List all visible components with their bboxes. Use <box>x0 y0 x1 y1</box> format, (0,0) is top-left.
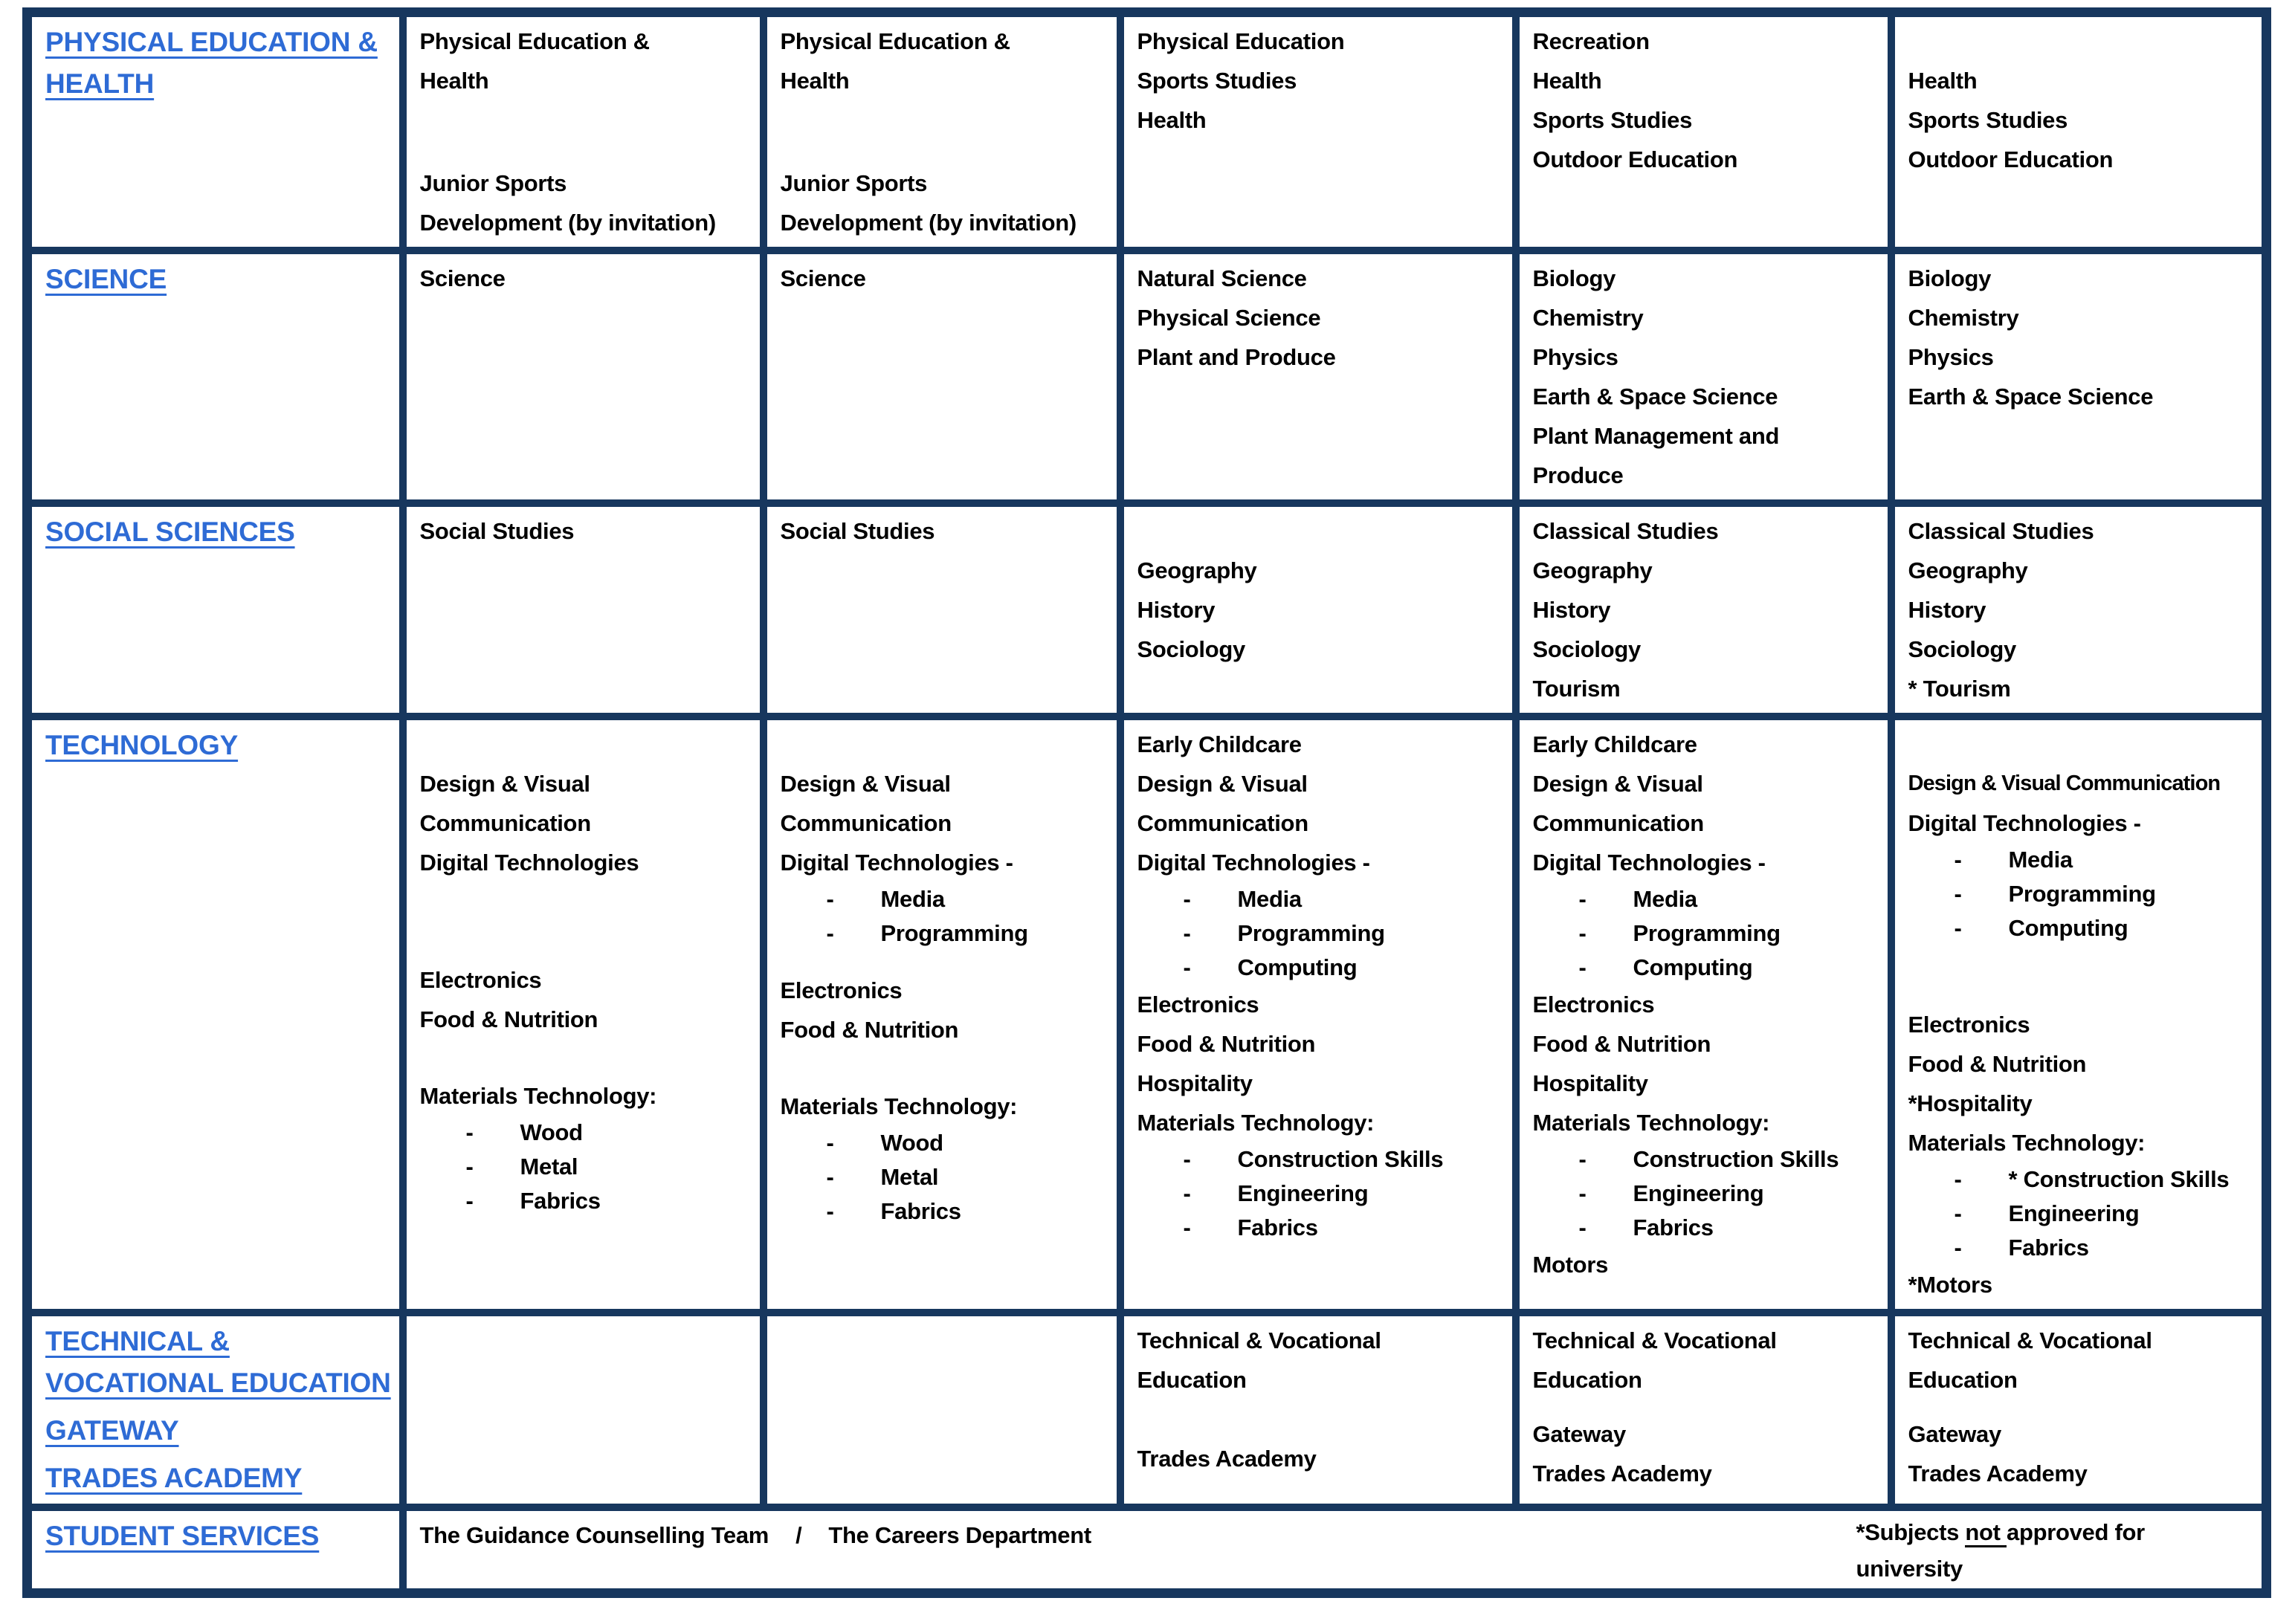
bullet-label: Computing <box>1633 954 1753 980</box>
subject-item: Chemistry <box>1908 305 2019 331</box>
category-link[interactable]: TRADES ACADEMY <box>45 1463 303 1493</box>
dash-icon: - <box>1954 1200 1962 1226</box>
dash-icon: - <box>1954 1235 1962 1261</box>
subject-item: Materials Technology: <box>780 1093 1018 1119</box>
subject-item: Science <box>419 265 506 291</box>
dash-icon: - <box>826 1198 834 1224</box>
spacer <box>1137 1400 1499 1439</box>
subject-item: History <box>1137 597 1216 623</box>
careers-department-label: The Careers Department <box>828 1522 1091 1548</box>
spacer <box>781 951 1103 971</box>
cell-science-col1 <box>403 250 764 503</box>
subject-item: Health <box>780 68 850 94</box>
guidance-team-label: The Guidance Counselling Team <box>419 1522 769 1548</box>
subject-item: Food & Nutrition <box>1908 1051 2087 1077</box>
dash-icon: - <box>1578 954 1587 980</box>
cell-science-col0 <box>28 250 403 503</box>
cell-student-services-content <box>403 1507 2267 1593</box>
cell-technical-vocational-education-col4 <box>1516 1313 1891 1507</box>
bullet-item <box>1533 882 1874 916</box>
bullet-item <box>1137 916 1499 951</box>
dash-icon: - <box>1183 886 1191 912</box>
dash-icon: - <box>1183 1214 1191 1240</box>
category-link[interactable]: SCIENCE <box>45 264 167 294</box>
row-technical-vocational-education <box>28 1313 2267 1507</box>
subject-item: History <box>1532 597 1611 623</box>
subject-item: Health <box>1532 68 1602 94</box>
bullet-item <box>1908 1231 2249 1265</box>
subject-item: Design & Visual Communication <box>1908 771 2221 795</box>
subject-item: Electronics <box>780 977 903 1003</box>
category-link[interactable]: GATEWAY <box>45 1415 179 1446</box>
bullet-item <box>420 1150 746 1184</box>
bullet-item <box>1533 951 1874 985</box>
dash-icon: - <box>826 886 834 912</box>
subject-item: Electronics <box>1532 991 1655 1018</box>
bullet-item <box>1533 1142 1874 1177</box>
bullet-label: Fabrics <box>1633 1214 1714 1240</box>
dash-icon: - <box>1578 920 1587 946</box>
bullet-item <box>1533 916 1874 951</box>
cell-social-sciences-col0 <box>28 503 403 716</box>
bullet-item <box>1137 882 1499 916</box>
subject-item: Communication <box>780 810 952 836</box>
subject-item: Food & Nutrition <box>419 1006 598 1032</box>
curriculum-table <box>22 7 2271 1598</box>
subject-item: Digital Technologies - <box>1908 810 2141 836</box>
spacer <box>45 1404 386 1410</box>
cell-social-sciences-col3 <box>1120 503 1516 716</box>
dash-icon: - <box>465 1119 474 1145</box>
subject-item: Tourism <box>1532 676 1621 702</box>
subject-item: Early Childcare <box>1137 731 1302 757</box>
subject-item: Health <box>1137 107 1207 133</box>
spacer <box>1533 1400 1874 1414</box>
footnote-line-2: university <box>1856 1556 1963 1582</box>
bullet-item <box>1137 951 1499 985</box>
bullet-label: Metal <box>880 1164 939 1190</box>
bullet-item <box>1137 1177 1499 1211</box>
bullet-item <box>1908 1162 2249 1197</box>
bullet-label: Construction Skills <box>1237 1146 1444 1172</box>
subject-item: Trades Academy <box>1908 1460 2088 1486</box>
subject-item: Digital Technologies - <box>780 850 1013 876</box>
bullet-item <box>781 1194 1103 1229</box>
cell-technical-vocational-education-col3 <box>1120 1313 1516 1507</box>
subject-item: Sports Studies <box>1532 107 1693 133</box>
row-technology <box>28 716 2267 1313</box>
bullet-label: Programming <box>880 920 1028 946</box>
cell-science-col4 <box>1516 250 1891 503</box>
subject-item: Chemistry <box>1532 305 1644 331</box>
row-student-services <box>28 1507 2267 1593</box>
subject-item: Social Studies <box>780 518 935 544</box>
spacer <box>781 725 1103 764</box>
bullet-label: Media <box>2008 847 2073 873</box>
cell-technology-col1 <box>403 716 764 1313</box>
bullet-item <box>1533 1177 1874 1211</box>
bullet-item <box>781 882 1103 916</box>
bullet-label: Programming <box>2008 881 2156 907</box>
subject-item: Gateway <box>1908 1421 2001 1447</box>
bullet-label: Media <box>880 886 945 912</box>
subject-item: Junior Sports <box>780 170 928 196</box>
cell-science-col2 <box>764 250 1120 503</box>
bullet-label: Fabrics <box>880 1198 961 1224</box>
subject-item: *Hospitality <box>1908 1090 2033 1116</box>
student-services-link[interactable]: STUDENT SERVICES <box>45 1521 320 1551</box>
subject-item: Gateway <box>1532 1421 1626 1447</box>
subject-item: Geography <box>1908 557 2028 583</box>
cell-technical-vocational-education-col2 <box>764 1313 1120 1507</box>
bullet-item <box>781 1160 1103 1194</box>
dash-icon: - <box>1183 920 1191 946</box>
bullet-label: Wood <box>880 1130 943 1156</box>
subject-item: Communication <box>419 810 591 836</box>
bullet-label: Programming <box>1633 920 1781 946</box>
cell-technical-vocational-education-col5 <box>1891 1313 2267 1507</box>
dash-icon: - <box>1183 1180 1191 1206</box>
bullet-item <box>1908 877 2249 911</box>
subject-item: Geography <box>1532 557 1653 583</box>
spacer <box>420 882 746 960</box>
separator-slash: / <box>795 1522 802 1548</box>
subject-item: * Tourism <box>1908 676 2011 702</box>
spacer <box>1908 22 2249 61</box>
subject-item: Classical Studies <box>1908 518 2094 544</box>
subject-item: Junior Sports <box>419 170 567 196</box>
bullet-label: Metal <box>520 1154 578 1180</box>
cell-physical-education-health-col1 <box>403 13 764 251</box>
category-link[interactable]: HEALTH <box>45 68 155 99</box>
bullet-item <box>1533 1211 1874 1245</box>
subject-item: Physical Education <box>1137 28 1345 54</box>
underlined-not: not <box>1965 1519 2007 1547</box>
subject-item: Outdoor Education <box>1908 146 2114 172</box>
subject-item: Health <box>419 68 489 94</box>
subject-item: Development (by invitation) <box>780 210 1077 236</box>
spacer <box>420 100 746 164</box>
subject-item: Natural Science <box>1137 265 1307 291</box>
subject-item: Produce <box>1532 462 1624 488</box>
bullet-label: Fabrics <box>1237 1214 1318 1240</box>
subject-item: Materials Technology: <box>1532 1110 1770 1136</box>
subject-item: *Motors <box>1908 1272 1992 1298</box>
bullet-label: Engineering <box>2008 1200 2140 1226</box>
subject-item: Earth & Space Science <box>1532 384 1778 410</box>
subject-item: Communication <box>1532 810 1704 836</box>
bullet-label: Fabrics <box>2008 1235 2089 1261</box>
cell-technology-col2 <box>764 716 1120 1313</box>
subject-item: Food & Nutrition <box>1137 1031 1316 1057</box>
subject-item: Motors <box>1532 1252 1609 1278</box>
cell-technology-col4 <box>1516 716 1891 1313</box>
subject-item: Classical Studies <box>1532 518 1719 544</box>
subject-item: Communication <box>1137 810 1308 836</box>
bullet-label: Computing <box>2008 915 2128 941</box>
subject-item: Development (by invitation) <box>419 210 716 236</box>
dash-icon: - <box>1578 1214 1587 1240</box>
spacer <box>45 1452 386 1458</box>
bullet-item <box>420 1116 746 1150</box>
dash-icon: - <box>1954 915 1962 941</box>
cell-technology-col0 <box>28 716 403 1313</box>
cell-social-sciences-col4 <box>1516 503 1891 716</box>
subject-item: Food & Nutrition <box>1532 1031 1711 1057</box>
subject-item: Earth & Space Science <box>1908 384 2154 410</box>
cell-physical-education-health-col0 <box>28 13 403 251</box>
spacer <box>1908 725 2249 764</box>
dash-icon: - <box>826 1164 834 1190</box>
dash-icon: - <box>826 1130 834 1156</box>
cell-social-sciences-col2 <box>764 503 1120 716</box>
dash-icon: - <box>1954 1166 1962 1192</box>
subject-item: Sports Studies <box>1908 107 2068 133</box>
bullet-label: Media <box>1633 886 1697 912</box>
subject-item: Physical Education & <box>780 28 1010 54</box>
dash-icon: - <box>465 1188 474 1214</box>
cell-physical-education-health-col3 <box>1120 13 1516 251</box>
subject-item: Physical Science <box>1137 305 1321 331</box>
subject-item: Science <box>780 265 866 291</box>
cell-technology-col5 <box>1891 716 2267 1313</box>
bullet-label: Wood <box>520 1119 583 1145</box>
category-link[interactable]: VOCATIONAL EDUCATION <box>45 1368 391 1398</box>
dash-icon: - <box>1578 886 1587 912</box>
subject-item: Digital Technologies - <box>1137 850 1370 876</box>
row-physical-education-health <box>28 13 2267 251</box>
spacer <box>420 1039 746 1076</box>
subject-item: Electronics <box>1908 1012 2030 1038</box>
cell-student-services-category <box>28 1507 403 1593</box>
subject-item: Materials Technology: <box>419 1083 657 1109</box>
cell-technology-col3 <box>1120 716 1516 1313</box>
bullet-item <box>1908 1197 2249 1231</box>
spacer <box>420 725 746 764</box>
subject-item: Electronics <box>1137 991 1259 1018</box>
dash-icon: - <box>1578 1146 1587 1172</box>
cell-science-col5 <box>1891 250 2267 503</box>
bullet-item <box>1908 911 2249 945</box>
footnote-line-1: *Subjects not approved for <box>1856 1514 2273 1550</box>
subject-item: Education <box>1137 1367 1247 1393</box>
subject-item: Electronics <box>419 967 542 993</box>
bullet-label: Programming <box>1237 920 1385 946</box>
subject-item: Sociology <box>1908 636 2016 662</box>
subject-item: Digital Technologies - <box>1532 850 1766 876</box>
bullet-label: Computing <box>1237 954 1358 980</box>
subject-item: Physical Education & <box>419 28 650 54</box>
subject-item: Design & Visual <box>780 771 951 797</box>
subject-item: Biology <box>1532 265 1616 291</box>
subject-item: Early Childcare <box>1532 731 1697 757</box>
subject-item: Trades Academy <box>1137 1446 1317 1472</box>
cell-physical-education-health-col5 <box>1891 13 2267 251</box>
row-social-sciences <box>28 503 2267 716</box>
row-science <box>28 250 2267 503</box>
bullet-item <box>420 1184 746 1218</box>
cell-social-sciences-col5 <box>1891 503 2267 716</box>
subject-item: Materials Technology: <box>1137 1110 1375 1136</box>
cell-science-col3 <box>1120 250 1516 503</box>
subject-item: Physics <box>1532 344 1618 370</box>
dash-icon: - <box>826 920 834 946</box>
subject-item: Hospitality <box>1532 1070 1648 1096</box>
subject-item: Design & Visual <box>419 771 590 797</box>
subject-item: Geography <box>1137 557 1257 583</box>
subject-item: Plant and Produce <box>1137 344 1336 370</box>
subject-item: Health <box>1908 68 1978 94</box>
subject-item: Social Studies <box>419 518 575 544</box>
dash-icon: - <box>465 1154 474 1180</box>
subject-item: Physics <box>1908 344 1994 370</box>
bullet-label: Engineering <box>1633 1180 1764 1206</box>
dash-icon: - <box>1954 847 1962 873</box>
spacer <box>781 100 1103 164</box>
category-link[interactable]: TECHNICAL & <box>45 1326 230 1356</box>
bullet-label: Construction Skills <box>1633 1146 1839 1172</box>
subject-item: Education <box>1532 1367 1642 1393</box>
category-link[interactable]: PHYSICAL EDUCATION & <box>45 27 378 57</box>
spacer <box>1137 511 1499 551</box>
cell-physical-education-health-col4 <box>1516 13 1891 251</box>
subject-item: Education <box>1908 1367 2018 1393</box>
subject-item: Technical & Vocational <box>1137 1327 1381 1353</box>
subject-item: Digital Technologies <box>419 850 639 876</box>
subject-item: Materials Technology: <box>1908 1130 2146 1156</box>
subject-item: Sociology <box>1532 636 1641 662</box>
subject-item: Sports Studies <box>1137 68 1297 94</box>
subject-item: Food & Nutrition <box>780 1017 959 1043</box>
category-link[interactable]: SOCIAL SCIENCES <box>45 517 295 547</box>
subject-item: Design & Visual <box>1137 771 1308 797</box>
bullet-item <box>781 1126 1103 1160</box>
university-approval-footnote <box>1856 1514 2273 1587</box>
subject-item: Plant Management and <box>1532 423 1780 449</box>
subject-item: Hospitality <box>1137 1070 1253 1096</box>
spacer <box>1908 945 2249 1005</box>
bullet-label: Engineering <box>1237 1180 1369 1206</box>
cell-physical-education-health-col2 <box>764 13 1120 251</box>
bullet-item <box>781 916 1103 951</box>
cell-technical-vocational-education-col1 <box>403 1313 764 1507</box>
category-link[interactable]: TECHNOLOGY <box>45 730 239 760</box>
spacer <box>1908 1400 2249 1414</box>
cell-technical-vocational-education-col0 <box>28 1313 403 1507</box>
dash-icon: - <box>1183 954 1191 980</box>
cell-social-sciences-col1 <box>403 503 764 716</box>
dash-icon: - <box>1183 1146 1191 1172</box>
dash-icon: - <box>1578 1180 1587 1206</box>
bullet-label: Media <box>1237 886 1302 912</box>
bullet-label: * Construction Skills <box>2008 1166 2230 1192</box>
subject-item: Biology <box>1908 265 1992 291</box>
subject-item: Design & Visual <box>1532 771 1703 797</box>
subject-item: Technical & Vocational <box>1908 1327 2152 1353</box>
bullet-item <box>1137 1211 1499 1245</box>
bullet-item <box>1137 1142 1499 1177</box>
subject-item: History <box>1908 597 1986 623</box>
bullet-item <box>1908 843 2249 877</box>
spacer <box>781 1049 1103 1087</box>
subject-item: Trades Academy <box>1532 1460 1712 1486</box>
subject-item: Sociology <box>1137 636 1245 662</box>
subject-item: Recreation <box>1532 28 1650 54</box>
dash-icon: - <box>1954 881 1962 907</box>
subject-item: Technical & Vocational <box>1532 1327 1777 1353</box>
subject-item: Outdoor Education <box>1532 146 1738 172</box>
bullet-label: Fabrics <box>520 1188 601 1214</box>
